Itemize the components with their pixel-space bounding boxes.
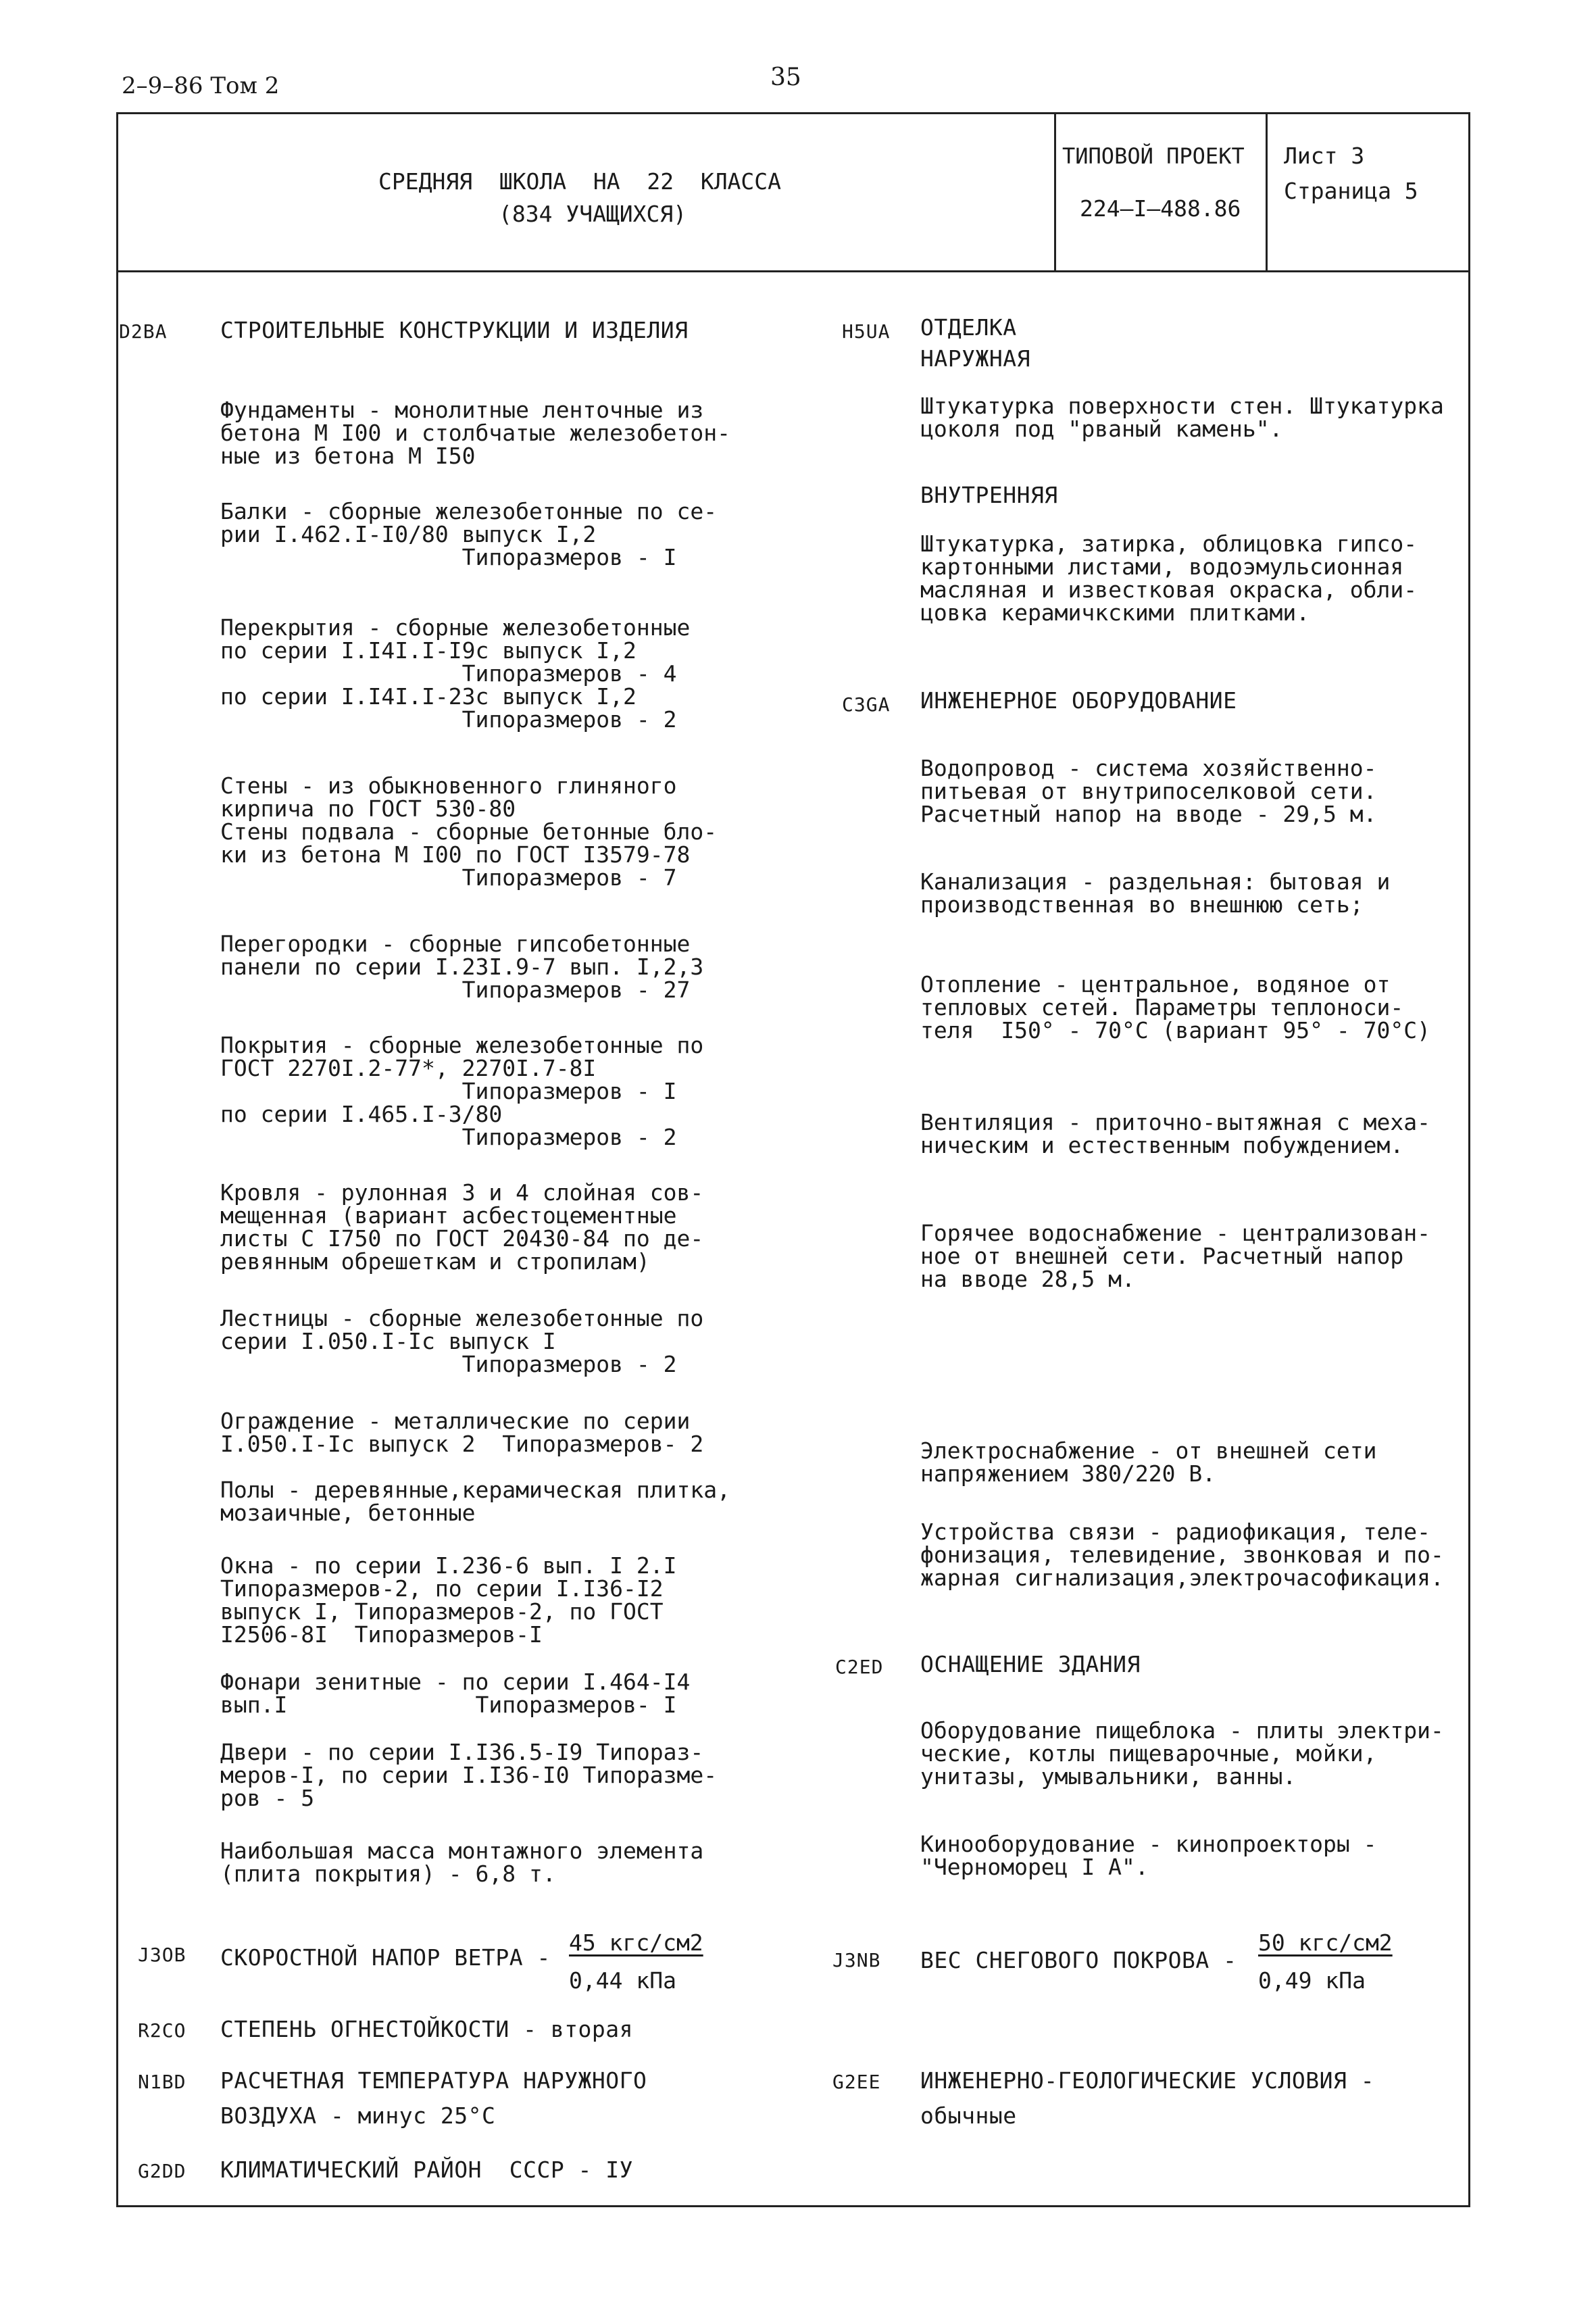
construction-item: Фонари зенитные - по серии I.464-I4 вып.I Типоразмеров- I: [220, 1669, 691, 1718]
header-divider-vertical-2: [1266, 112, 1268, 272]
project-label: ТИПОВОЙ ПРОЕКТ: [1062, 143, 1245, 169]
geology-line2: обычные: [920, 2102, 1017, 2129]
construction-item: Полы - деревянные,керамическая плитка, мозаичные, бетонные: [220, 1477, 730, 1526]
page-number: 35: [770, 64, 801, 91]
section-heading-finish: ОТДЕЛКА: [920, 314, 1017, 341]
construction-item: Фундаменты - монолитные ленточные из бетона М I00 и столбчатые железобетон- ные из бетона М I50: [220, 397, 730, 469]
construction-item: Ограждение - металлические по серии I.050.I-Iс выпуск 2 Типоразмеров- 2: [220, 1408, 704, 1457]
climate-region: КЛИМАТИЧЕСКИЙ РАЙОН СССР - IУ: [220, 2157, 634, 2183]
page-label: Страница 5: [1284, 178, 1418, 204]
engineering-item: Водопровод - система хозяйственно- питьевая от внутрипоселковой сети. Расчетный напор на вводе - 29,5 м.: [920, 755, 1377, 827]
construction-item: Окна - по серии I.236-6 вып. I 2.I Типоразмеров-2, по серии I.I36-I2 выпуск I, Типоразмеров-2, по ГОСТ I2506-8I Типоразмеров-I: [220, 1552, 677, 1648]
wind-pressure-label: СКОРОСТНОЙ НАПОР ВЕТРА -: [220, 1944, 551, 1971]
section-code: J3NB: [832, 1949, 881, 1971]
document-title: СРЕДНЯЯ ШКОЛА НА 22 КЛАССА: [378, 168, 782, 195]
sheet-label: Лист 3: [1284, 143, 1365, 169]
wind-pressure-denominator: 0,44 кПа: [569, 1967, 676, 1994]
project-number: 224–I–488.86: [1080, 195, 1241, 222]
section-code: C3GA: [842, 693, 891, 716]
section-code: G2DD: [138, 2160, 186, 2182]
section-code: C2ED: [835, 1656, 884, 1678]
construction-item: Балки - сборные железобетонные по се- рии I.462.I-I0/80 выпуск I,2 Типоразмеров - I: [220, 498, 718, 570]
construction-item: Перегородки - сборные гипсобетонные панели по серии I.23I.9-7 вып. I,2,3 Типоразмеров - 27: [220, 931, 704, 1003]
engineering-item: Отопление - центральное, водяное от тепловых сетей. Параметры теплоноси- теля I50° - 70°С (вариант 95° - 70°С): [920, 971, 1430, 1043]
fire-resistance: СТЕПЕНЬ ОГНЕСТОЙКОСТИ - вторая: [220, 2016, 634, 2042]
section-code: N1BD: [138, 2071, 186, 2093]
construction-item: Перекрытия - сборные железобетонные по серии I.I4I.I-I9с выпуск I,2 Типоразмеров - 4 по серии I.I4I.I-23с выпуск I,2 Типоразмеров - 2: [220, 614, 691, 733]
geology-line1: ИНЖЕНЕРНО-ГЕОЛОГИЧЕСКИЕ УСЛОВИЯ -: [920, 2067, 1375, 2094]
engineering-item: Устройства связи - радиофикация, теле- фонизация, телевидение, звонковая и по- жарная сигнализация,электрочасофикация.: [920, 1519, 1444, 1591]
section-code: R2CO: [138, 2019, 186, 2042]
finish-inner-heading: ВНУТРЕННЯЯ: [920, 482, 1058, 508]
construction-item: Двери - по серии I.I36.5-I9 Типораз- меров-I, по серии I.I36-I0 Типоразме- ров - 5: [220, 1739, 718, 1811]
section-heading-construction: СТРОИТЕЛЬНЫЕ КОНСТРУКЦИИ И ИЗДЕЛИЯ: [220, 317, 689, 343]
section-code: D2BA: [119, 320, 168, 343]
document-date-volume: 2–9–86 Том 2: [122, 72, 280, 99]
document-subtitle: (834 УЧАЩИХСЯ): [499, 201, 687, 227]
wind-pressure-numerator: 45 кгс/см2: [569, 1929, 703, 1956]
equipment-item: Оборудование пищеблока - плиты электри- ческие, котлы пищеварочные, мойки, унитазы, умывальники, ванны.: [920, 1717, 1444, 1790]
construction-item: Наибольшая масса монтажного элемента (плита покрытия) - 6,8 т.: [220, 1838, 704, 1887]
section-code: G2EE: [832, 2071, 881, 2093]
finish-inner-text: Штукатурка, затирка, облицовка гипсо- картонными листами, водоэмульсионная масляная и известковая окраска, обли- цовка керамичкскими плитками.: [920, 531, 1418, 626]
section-code: J3OB: [138, 1944, 186, 1966]
outdoor-temp-line2: ВОЗДУХА - минус 25°С: [220, 2102, 496, 2129]
engineering-item: Электроснабжение - от внешней сети напряжением 380/220 В.: [920, 1437, 1377, 1487]
section-heading-equipment: ОСНАЩЕНИЕ ЗДАНИЯ: [920, 1651, 1141, 1677]
construction-item: Стены - из обыкновенного глиняного кирпича по ГОСТ 530-80 Стены подвала - сборные бетонные бло- ки из бетона М I00 по ГОСТ I3579-78 Типоразмеров - 7: [220, 772, 718, 891]
engineering-item: Канализация - раздельная: бытовая и производственная во внешнюю сеть;: [920, 868, 1391, 918]
section-code: H5UA: [842, 320, 891, 343]
outdoor-temp-line1: РАСЧЕТНАЯ ТЕМПЕРАТУРА НАРУЖНОГО: [220, 2067, 647, 2094]
finish-outer-heading: НАРУЖНАЯ: [920, 345, 1030, 372]
equipment-item: Кинооборудование - кинопроекторы - "Черноморец I А".: [920, 1831, 1377, 1880]
header-divider-vertical-1: [1054, 112, 1056, 272]
engineering-item: Горячее водоснабжение - централизован- ное от внешней сети. Расчетный напор на вводе 28,5 м.: [920, 1220, 1430, 1292]
snow-load-numerator: 50 кгс/см2: [1258, 1929, 1393, 1956]
section-heading-engineering: ИНЖЕНЕРНОЕ ОБОРУДОВАНИЕ: [920, 687, 1237, 714]
finish-outer-text: Штукатурка поверхности стен. Штукатурка цоколя под "рваный камень".: [920, 393, 1444, 442]
construction-item: Лестницы - сборные железобетонные по серии I.050.I-Iс выпуск I Типоразмеров - 2: [220, 1305, 704, 1377]
snow-load-label: ВЕС СНЕГОВОГО ПОКРОВА -: [920, 1947, 1237, 1973]
engineering-item: Вентиляция - приточно-вытяжная с меха- ническим и естественным побуждением.: [920, 1109, 1430, 1158]
construction-item: Кровля - рулонная 3 и 4 слойная сов- мещенная (вариант асбестоцементные листы С I750 по ГОСТ 20430-84 по де- ревянным обрешеткам и стропилам): [220, 1179, 704, 1275]
snow-load-denominator: 0,49 кПа: [1258, 1967, 1366, 1994]
construction-item: Покрытия - сборные железобетонные по ГОСТ 2270I.2-77*, 2270I.7-8I Типоразмеров - I по серии I.465.I-3/80 Типоразмеров - 2: [220, 1032, 704, 1150]
